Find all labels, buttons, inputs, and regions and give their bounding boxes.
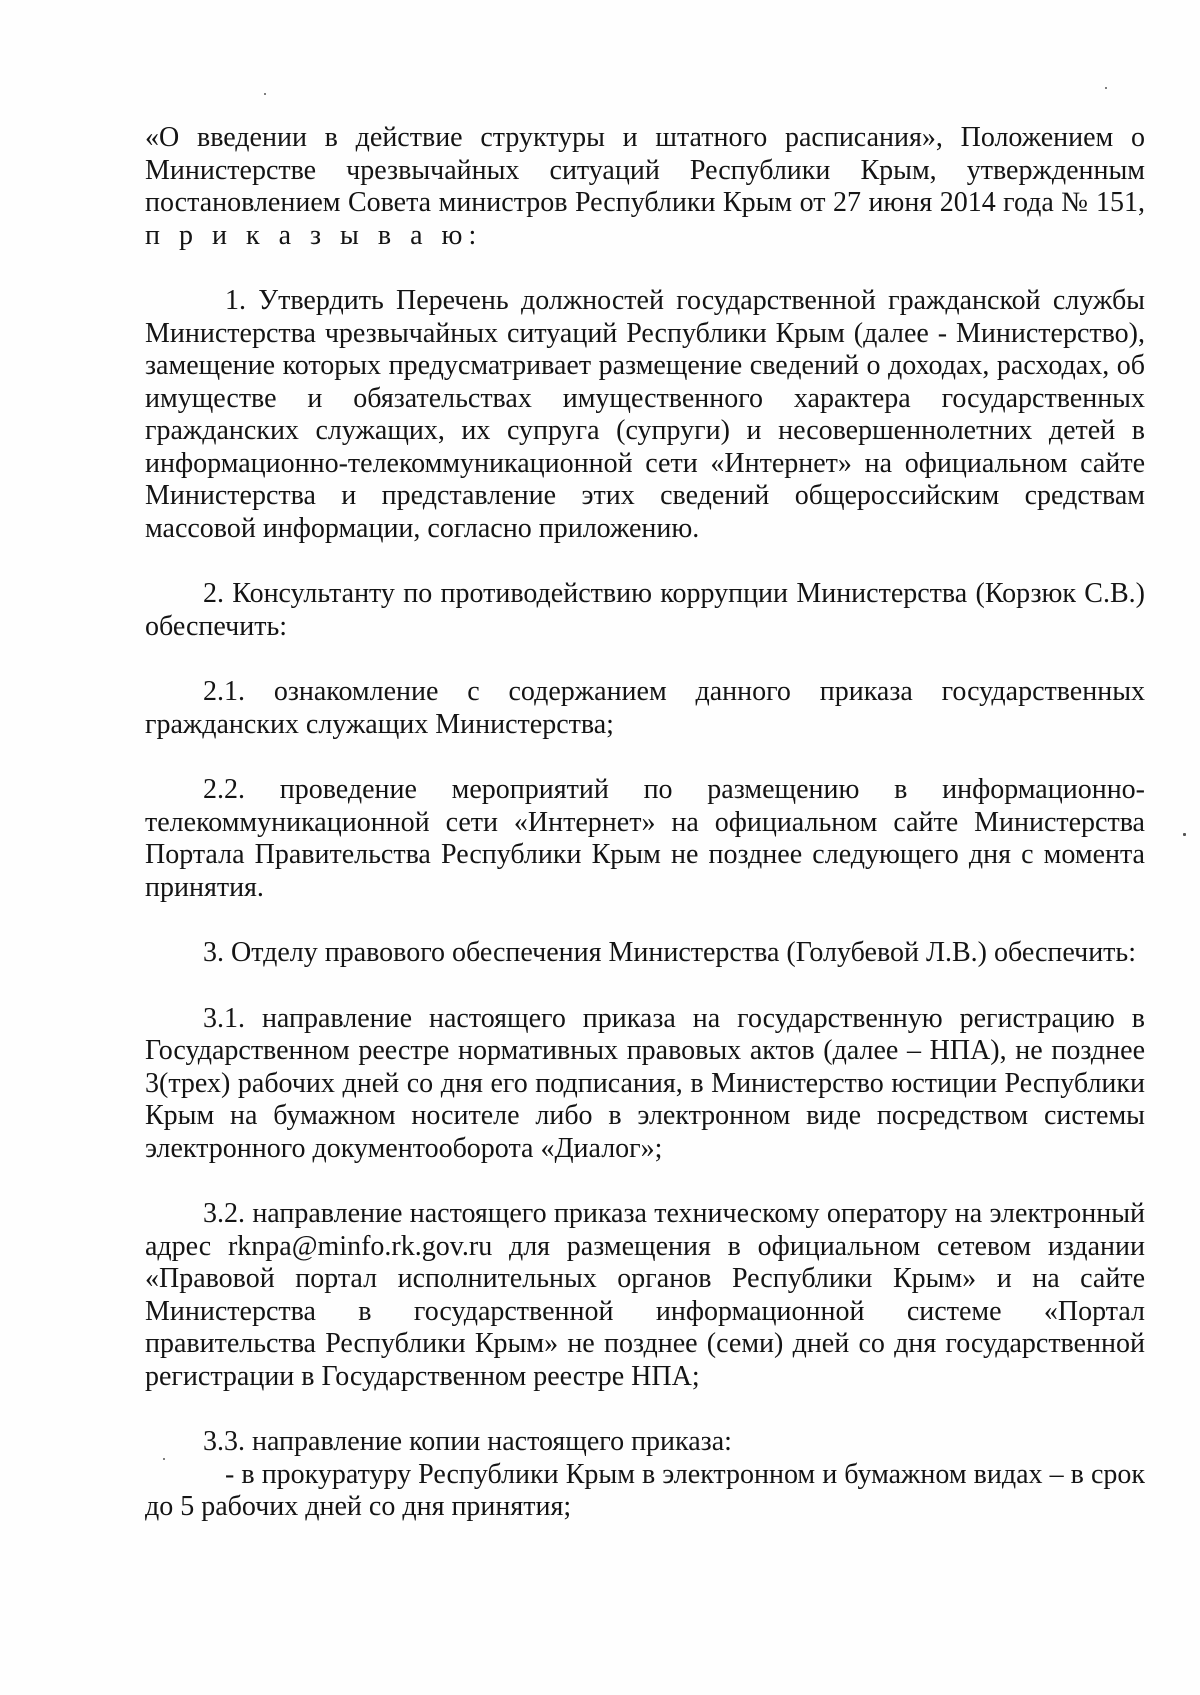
scan-speck (1105, 87, 1107, 89)
item-3-3-paragraph: 3.3. направление копии настоящего приказа: (203, 1426, 732, 1457)
item-2-1-paragraph: 2.1. ознакомление с содержанием данного приказа государственных гражданских служащих Министерства; (145, 676, 1145, 740)
item-3-paragraph: 3. Отделу правового обеспечения Министерства (Голубевой Л.В.) обеспечить: (203, 937, 1136, 968)
intro-paragraph (145, 122, 1145, 252)
item-3-3-dash-paragraph: - в прокуратуру Республики Крым в электронном и бумажном видах – в срок до 5 рабочих дней со дня принятия; (145, 1458, 1145, 1522)
document-body (145, 122, 1145, 1524)
item-1-paragraph: 1. Утвердить Перечень должностей государственной гражданской службы Министерства чрезвычайных ситуаций Республики Крым (далее - Министерство), замещение которых предусматривает размещение сведений о доходах, расходах, об имуществе и обязательствах имущественного характера государственных гражданских служащих, их супруга (супруги) и несовершеннолетних детей в информационно-телекоммуникационной сети «Интернет» на официальном сайте Министерства и представление этих сведений общероссийским средствам массовой информации, согласно приложению. (145, 285, 1145, 544)
item-3-1-paragraph: 3.1. направление настоящего приказа на государственную регистрацию в Государственном реестре нормативных правовых актов (далее – НПА), не позднее 3(трех) рабочих дней со дня его подписания, в Министерство юстиции Республики Крым на бумажном носителе либо в электронном виде посредством системы электронного документооборота «Диалог»; (145, 1002, 1145, 1164)
paragraph-gap (145, 904, 1145, 937)
paragraph-gap (145, 741, 1145, 774)
item-2-2-paragraph: 2.2. проведение мероприятий по размещению в информационно-телекоммуникационной сети «Интернет» на официальном сайте Министерства Портала Правительства Республики Крым не позднее следующего дня с момента принятия. (145, 774, 1145, 903)
scan-speck (1183, 833, 1186, 836)
item-3-2-paragraph: 3.2. направление настоящего приказа техническому оператору на электронный адрес rknpa@minfo.rk.gov.ru для размещения в официальном сетевом издании «Правовой портал исполнительных органов Республики Крым» и на сайте Министерства в государственной информационной системе «Портал правительства Республики Крым» не позднее (семи) дней со дня государственной регистрации в Государственном реестре НПА; (145, 1198, 1145, 1392)
paragraph-gap (145, 1165, 1145, 1198)
paragraph-gap (145, 970, 1145, 1003)
paragraph-gap (145, 545, 1145, 578)
paragraph-gap (145, 643, 1145, 676)
paragraph-gap (145, 1393, 1145, 1426)
intro-text: «О введении в действие структуры и штатного расписания», Положением о Министерстве чрезвычайных ситуаций Республики Крым, утвержденным постановлением Совета министров Республики Крым от 27 июня 2014 года № 151, (145, 122, 1145, 218)
scan-speck (264, 93, 266, 95)
item-2-paragraph: 2. Консультанту по противодействию коррупции Министерства (Корзюк С.В.) обеспечить: (145, 578, 1145, 642)
paragraph-gap (145, 252, 1145, 285)
order-word: п р и к а з ы в а ю: (145, 219, 483, 251)
